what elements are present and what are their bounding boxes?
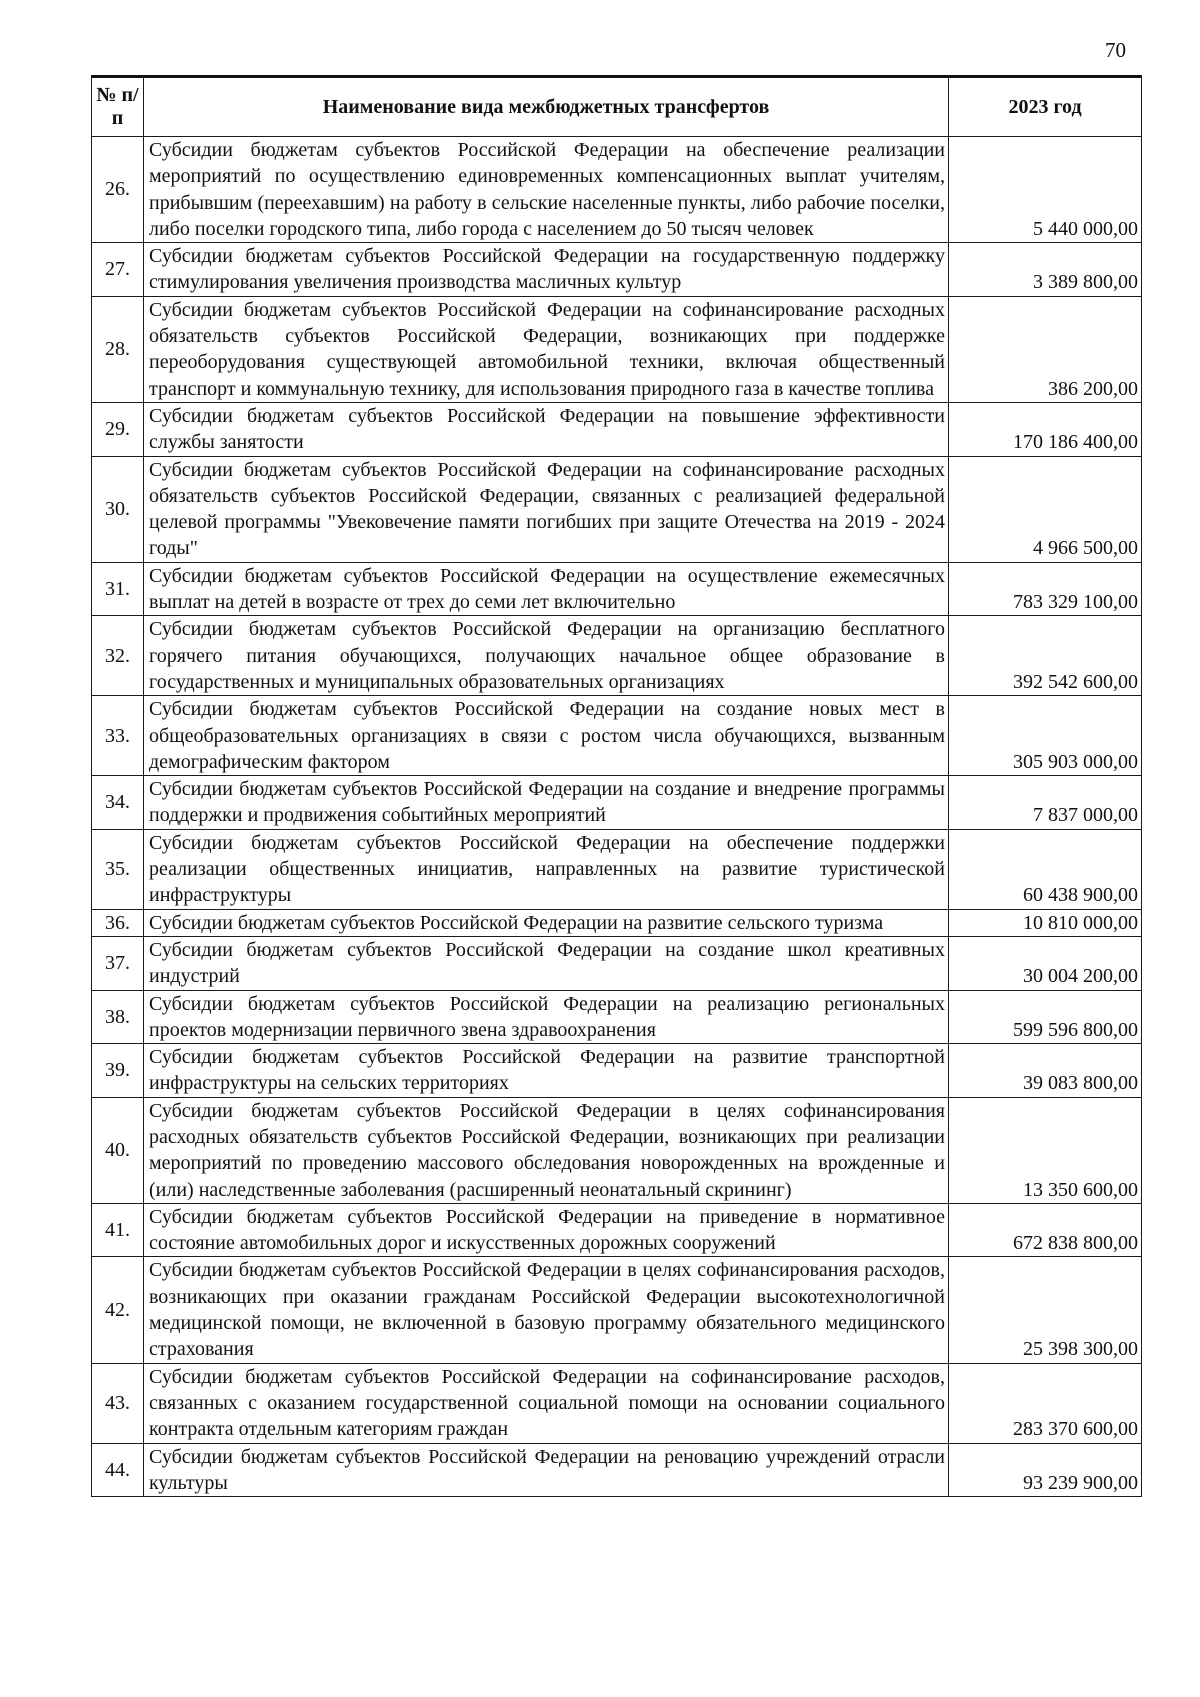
row-name: Субсидии бюджетам субъектов Российской Федерации на реновацию учреждений отрасли культуры	[144, 1443, 949, 1497]
row-number: 40.	[92, 1097, 144, 1203]
table-row	[92, 990, 1142, 1044]
row-amount: 386 200,00	[949, 296, 1142, 402]
row-number: 27.	[92, 243, 144, 297]
row-amount: 672 838 800,00	[949, 1203, 1142, 1257]
row-amount: 25 398 300,00	[949, 1257, 1142, 1363]
row-number: 36.	[92, 909, 144, 936]
table-header-row	[92, 77, 1142, 137]
table-row	[92, 243, 1142, 297]
row-name: Субсидии бюджетам субъектов Российской Федерации на создание и внедрение программы поддержки и продвижения событийных мероприятий	[144, 776, 949, 830]
row-number: 31.	[92, 562, 144, 616]
row-number: 28.	[92, 296, 144, 402]
transfers-table	[91, 75, 1142, 1497]
row-number: 33.	[92, 696, 144, 776]
row-amount: 392 542 600,00	[949, 616, 1142, 696]
row-name: Субсидии бюджетам субъектов Российской Федерации на создание школ креативных индустрий	[144, 936, 949, 990]
row-number: 32.	[92, 616, 144, 696]
table-row	[92, 696, 1142, 776]
row-amount: 3 389 800,00	[949, 243, 1142, 297]
table-row	[92, 1203, 1142, 1257]
row-amount: 5 440 000,00	[949, 137, 1142, 243]
table-row	[92, 137, 1142, 243]
row-amount: 599 596 800,00	[949, 990, 1142, 1044]
row-name: Субсидии бюджетам субъектов Российской Федерации на повышение эффективности службы занятости	[144, 402, 949, 456]
row-name: Субсидии бюджетам субъектов Российской Федерации на софинансирование расходов, связанных с оказанием государственной социальной помощи на основании социального контракта отдельным категориям граждан	[144, 1363, 949, 1443]
row-name: Субсидии бюджетам субъектов Российской Федерации на развитие транспортной инфраструктуры на сельских территориях	[144, 1044, 949, 1098]
row-amount: 30 004 200,00	[949, 936, 1142, 990]
table-row	[92, 296, 1142, 402]
table-row	[92, 936, 1142, 990]
row-amount: 39 083 800,00	[949, 1044, 1142, 1098]
table-row	[92, 829, 1142, 909]
row-name: Субсидии бюджетам субъектов Российской Федерации на софинансирование расходных обязательств субъектов Российской Федерации, связанных с реализацией федеральной целевой программы "Увековечение памяти погибших при защите Отечества на 2019 - 2024 годы"	[144, 456, 949, 562]
row-name: Субсидии бюджетам субъектов Российской Федерации на создание новых мест в общеобразовательных организациях в связи с ростом числа обучающихся, вызванным демографическим фактором	[144, 696, 949, 776]
row-amount: 93 239 900,00	[949, 1443, 1142, 1497]
row-amount: 13 350 600,00	[949, 1097, 1142, 1203]
row-amount: 60 438 900,00	[949, 829, 1142, 909]
row-name: Субсидии бюджетам субъектов Российской Федерации в целях софинансирования расходных обязательств субъектов Российской Федерации, возникающих при реализации мероприятий по проведению массового обследования новорожденных на врожденные и (или) наследственные заболевания (расширенный неонатальный скрининг)	[144, 1097, 949, 1203]
row-amount: 10 810 000,00	[949, 909, 1142, 936]
table-row	[92, 1044, 1142, 1098]
row-number: 34.	[92, 776, 144, 830]
table-row	[92, 402, 1142, 456]
row-number: 41.	[92, 1203, 144, 1257]
header-number: № п/п	[92, 77, 144, 137]
row-amount: 305 903 000,00	[949, 696, 1142, 776]
row-name: Субсидии бюджетам субъектов Российской Федерации на государственную поддержку стимулирования увеличения производства масличных культур	[144, 243, 949, 297]
row-amount: 283 370 600,00	[949, 1363, 1142, 1443]
row-name: Субсидии бюджетам субъектов Российской Федерации на организацию бесплатного горячего питания обучающихся, получающих начальное общее образование в государственных и муниципальных образовательных организациях	[144, 616, 949, 696]
row-name: Субсидии бюджетам субъектов Российской Федерации на обеспечение поддержки реализации общественных инициатив, направленных на развитие туристической инфраструктуры	[144, 829, 949, 909]
row-number: 35.	[92, 829, 144, 909]
row-name: Субсидии бюджетам субъектов Российской Федерации на реализацию региональных проектов модернизации первичного звена здравоохранения	[144, 990, 949, 1044]
row-amount: 783 329 100,00	[949, 562, 1142, 616]
row-number: 37.	[92, 936, 144, 990]
table-row	[92, 776, 1142, 830]
header-year: 2023 год	[949, 77, 1142, 137]
row-number: 44.	[92, 1443, 144, 1497]
row-number: 30.	[92, 456, 144, 562]
row-number: 26.	[92, 137, 144, 243]
table-row	[92, 616, 1142, 696]
table-row	[92, 456, 1142, 562]
table-row	[92, 1097, 1142, 1203]
row-number: 29.	[92, 402, 144, 456]
row-amount: 170 186 400,00	[949, 402, 1142, 456]
table-row	[92, 562, 1142, 616]
table-row	[92, 1443, 1142, 1497]
row-name: Субсидии бюджетам субъектов Российской Федерации на осуществление ежемесячных выплат на детей в возрасте от трех до семи лет включительно	[144, 562, 949, 616]
row-number: 43.	[92, 1363, 144, 1443]
page-number: 70	[1105, 38, 1126, 62]
row-name: Субсидии бюджетам субъектов Российской Федерации в целях софинансирования расходов, возникающих при оказании гражданам Российской Федерации высокотехнологичной медицинской помощи, не включенной в базовую программу обязательного медицинского страхования	[144, 1257, 949, 1363]
row-name: Субсидии бюджетам субъектов Российской Федерации на развитие сельского туризма	[144, 909, 949, 936]
table-row	[92, 1257, 1142, 1363]
row-name: Субсидии бюджетам субъектов Российской Федерации на приведение в нормативное состояние автомобильных дорог и искусственных дорожных сооружений	[144, 1203, 949, 1257]
row-number: 39.	[92, 1044, 144, 1098]
row-name: Субсидии бюджетам субъектов Российской Федерации на софинансирование расходных обязательств субъектов Российской Федерации, возникающих при поддержке переоборудования существующей автомобильной техники, включая общественный транспорт и коммунальную технику, для использования природного газа в качестве топлива	[144, 296, 949, 402]
row-number: 38.	[92, 990, 144, 1044]
row-amount: 7 837 000,00	[949, 776, 1142, 830]
header-name: Наименование вида межбюджетных трансфертов	[144, 77, 949, 137]
row-name: Субсидии бюджетам субъектов Российской Федерации на обеспечение реализации мероприятий по осуществлению единовременных компенсационных выплат учителям, прибывшим (переехавшим) на работу в сельские населенные пункты, либо рабочие поселки, либо поселки городского типа, либо города с населением до 50 тысяч человек	[144, 137, 949, 243]
row-number: 42.	[92, 1257, 144, 1363]
row-amount: 4 966 500,00	[949, 456, 1142, 562]
table-row	[92, 909, 1142, 936]
table-row	[92, 1363, 1142, 1443]
